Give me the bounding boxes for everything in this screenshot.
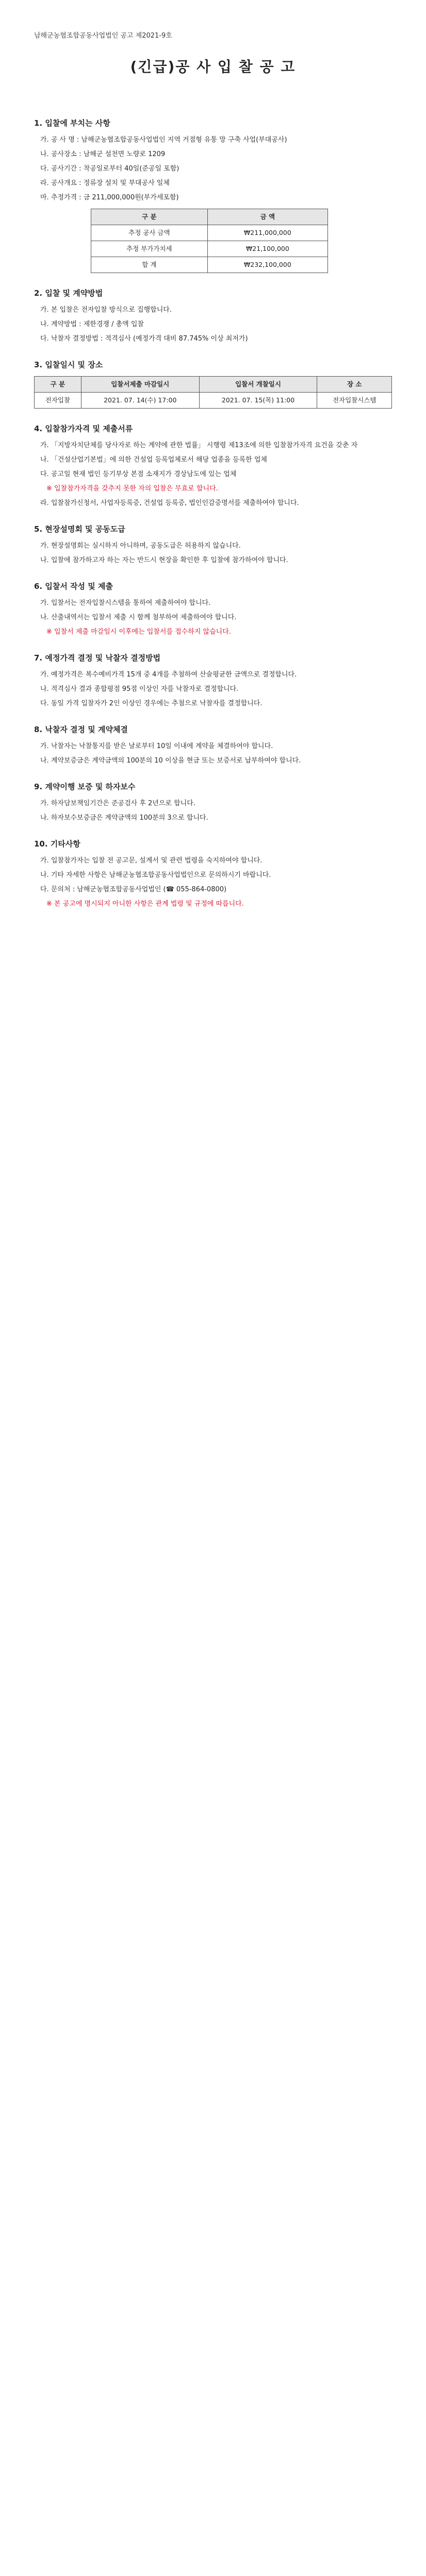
item-text: 다. 낙찰자 결정방법 : 적격심사 (예정가격 대비 87.745% 이상 최저가) [40, 335, 248, 343]
price-amount: ₩232,100,000 [207, 257, 327, 273]
body-text: 나. 계약보증금은 계약금액의 100분의 10 이상을 현금 또는 보증서로 납부하여야 합니다. [40, 757, 301, 765]
price-table [91, 209, 328, 273]
section-heading: 5. 현장설명회 및 공동도급 [34, 524, 125, 534]
notice-title: (긴급)공 사 입 찰 공 고 [130, 58, 296, 75]
body-text: 가. 「지방자치단체를 당사자로 하는 계약에 관한 법률」 시행령 제13조에 의한 입찰참가자격 요건을 갖춘 자 [40, 442, 358, 449]
body-text: 다. 동일 가격 입찰자가 2인 이상인 경우에는 추첨으로 낙찰자를 결정합니다. [40, 700, 263, 707]
body-text: 나. 기타 자세한 사항은 남해군농협조합공동사업법인으로 문의하시기 바랍니다. [40, 871, 271, 879]
price-header: 구 분 [91, 209, 208, 225]
body-text: 라. 입찰참가신청서, 사업자등록증, 건설업 등록증, 법인인감증명서를 제출하여야 합니다. [40, 499, 299, 507]
section-heading: 3. 입찰일시 및 장소 [34, 360, 103, 369]
price-label: 추정 부가가치세 [91, 241, 208, 257]
item-text: 가. 공 사 명 : 남해군농협조합공동사업법인 지역 거점형 유통 망 구축 사업(부대공사) [40, 136, 287, 144]
body-text: 가. 예정가격은 복수예비가격 15개 중 4개를 추첨하여 산술평균한 금액으로 결정합니다. [40, 671, 297, 679]
warning-text: ※ 본 공고에 명시되지 아니한 사항은 관계 법령 및 규정에 따릅니다. [46, 900, 244, 908]
item-text: 가. 본 입찰은 전자입찰 방식으로 집행합니다. [40, 306, 172, 314]
schedule-cell: 전자입찰시스템 [317, 393, 392, 409]
price-amount: ₩211,000,000 [207, 225, 327, 241]
body-text: 나. 적격심사 결과 종합평점 95점 이상인 자를 낙찰자로 결정합니다. [40, 685, 239, 693]
section-heading: 1. 입찰에 부치는 사항 [34, 118, 110, 128]
body-text: 가. 하자담보책임기간은 준공검사 후 2년으로 합니다. [40, 800, 195, 807]
schedule-cell: 전자입찰 [35, 393, 81, 409]
body-text: 가. 입찰참가자는 입찰 전 공고문, 설계서 및 관련 법령을 숙지하여야 합니다. [40, 857, 263, 865]
body-text: 가. 낙찰자는 낙찰통지를 받은 날로부터 10일 이내에 계약을 체결하여야 합니다. [40, 742, 273, 750]
body-text: 나. 입찰에 참가하고자 하는 자는 반드시 현장을 확인한 후 입찰에 참가하여야 합니다. [40, 556, 288, 564]
warning-text: ※ 입찰서 제출 마감일시 이후에는 입찰서를 접수하지 않습니다. [46, 628, 231, 636]
body-text: 가. 현장설명회는 실시하지 아니하며, 공동도급은 허용하지 않습니다. [40, 542, 241, 550]
item-text: 나. 공사장소 : 남해군 설천면 노량로 1209 [40, 150, 166, 158]
schedule-cell: 2021. 07. 14(수) 17:00 [81, 393, 199, 409]
price-label: 합 계 [91, 257, 208, 273]
notice-number: 남해군농협조합공동사업법인 공고 제2021-9호 [34, 32, 172, 40]
notice-body [34, 103, 392, 913]
item-text: 마. 추정가격 : 금 211,000,000원(부가세포함) [40, 194, 179, 201]
body-text: 나. 산출내역서는 입찰서 제출 시 함께 첨부하여 제출하여야 합니다. [40, 614, 237, 621]
schedule-header: 장 소 [317, 377, 392, 393]
section-heading: 6. 입찰서 작성 및 제출 [34, 582, 113, 591]
price-header: 금 액 [207, 209, 327, 225]
section-heading: 9. 계약이행 보증 및 하자보수 [34, 782, 136, 791]
price-amount: ₩21,100,000 [207, 241, 327, 257]
warning-text: ※ 입찰참가자격을 갖추지 못한 자의 입찰은 무효로 합니다. [46, 485, 218, 493]
section-heading: 10. 기타사항 [34, 839, 80, 849]
section-heading: 8. 낙찰자 결정 및 계약체결 [34, 725, 128, 734]
price-label: 추정 공사 금액 [91, 225, 208, 241]
schedule-cell: 2021. 07. 15(목) 11:00 [199, 393, 317, 409]
schedule-header: 입찰서제출 마감일시 [81, 377, 199, 393]
body-text: 나. 하자보수보증금은 계약금액의 100분의 3으로 합니다. [40, 814, 208, 822]
section-heading: 7. 예정가격 결정 및 낙찰자 결정방법 [34, 653, 161, 663]
schedule-header: 입찰서 개찰일시 [199, 377, 317, 393]
body-text: 나. 「건설산업기본법」에 의한 건설업 등록업체로서 해당 업종을 등록한 업체 [40, 456, 267, 464]
item-text: 나. 계약방법 : 제한경쟁 / 총액 입찰 [40, 320, 144, 328]
body-text: 가. 입찰서는 전자입찰시스템을 통하여 제출하여야 합니다. [40, 599, 211, 607]
body-text: 다. 공고일 현재 법인 등기부상 본점 소재지가 경상남도에 있는 업체 [40, 470, 237, 478]
schedule-table [34, 376, 392, 409]
contact-text: 다. 문의처 : 남해군농협조합공동사업법인 (☎ 055-864-0800) [40, 886, 227, 893]
section-heading: 2. 입찰 및 계약방법 [34, 289, 103, 298]
schedule-header: 구 분 [35, 377, 81, 393]
item-text: 다. 공사기간 : 착공일로부터 40일(준공일 포함) [40, 165, 179, 173]
section-heading: 4. 입찰참가자격 및 제출서류 [34, 424, 133, 433]
item-text: 라. 공사개요 : 정류장 설치 및 부대공사 일체 [40, 179, 170, 187]
